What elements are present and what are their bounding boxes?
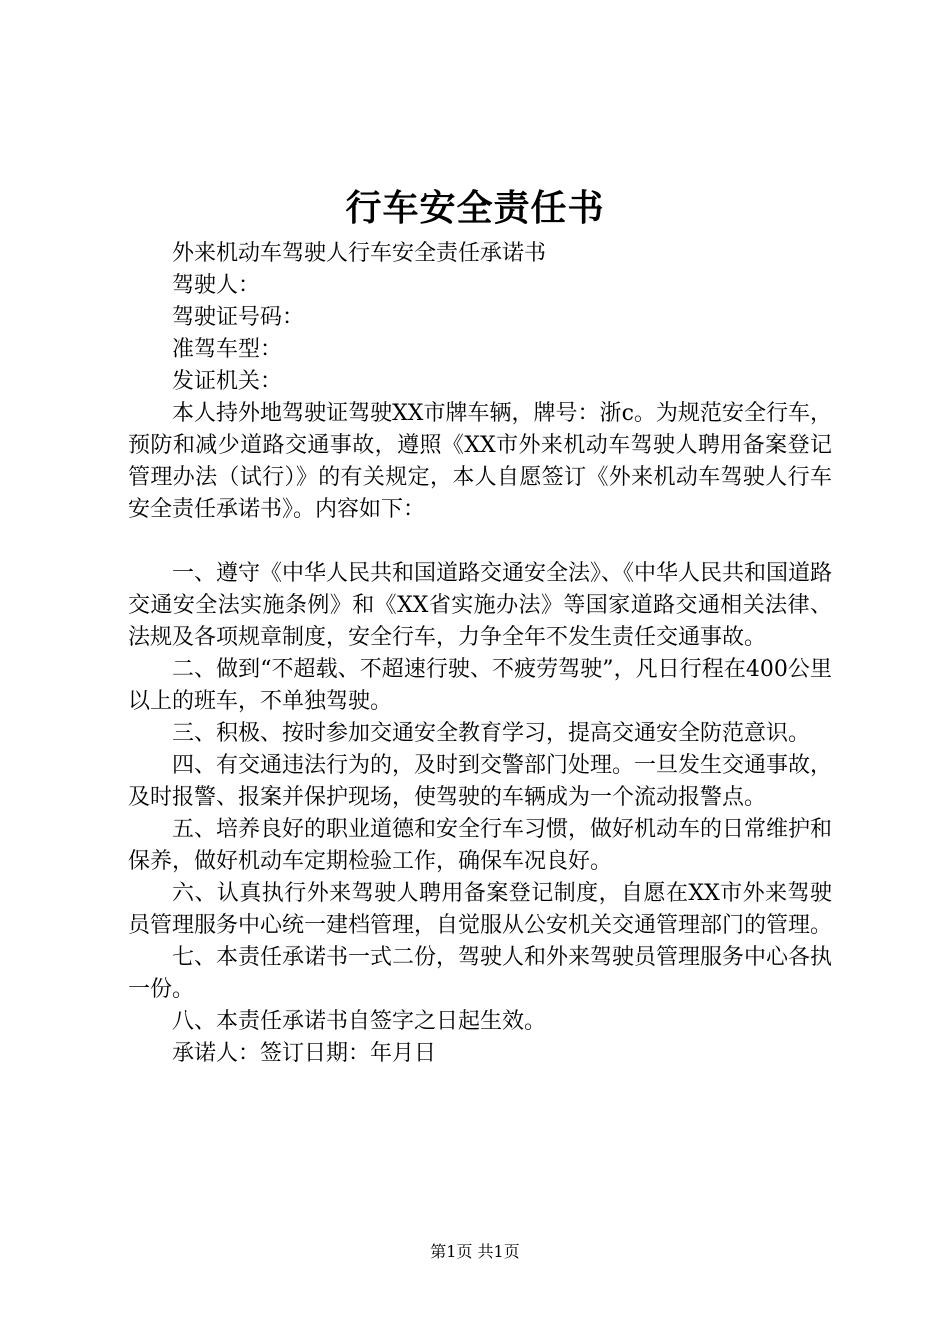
- document-body: [128, 238, 832, 1070]
- clause-3: 三、积极、按时参加交通安全教育学习，提高交通安全防范意识。: [172, 721, 811, 746]
- document-subtitle: 外来机动车驾驶人行车安全责任承诺书: [172, 241, 547, 266]
- clause-7: 七、本责任承诺书一式二份，驾驶人和外来驾驶员管理服务中心各执一份。: [128, 945, 833, 1002]
- signature-line: 承诺人：签订日期：年月日: [172, 1041, 437, 1066]
- clause-4: 四、有交通违法行为的，及时到交警部门处理。一旦发生交通事故，及时报警、报案并保护现场，使驾驶的车辆成为一个流动报警点。: [128, 753, 833, 810]
- clause-8: 八、本责任承诺书自签字之日起生效。: [172, 1009, 547, 1034]
- clause-1: 一、遵守《中华人民共和国道路交通安全法》、《中华人民共和国道路交通安全法实施条例》和《XX省实施办法》等国家道路交通相关法律、法规及各项规章制度，安全行车，力争全年不发生责任交通事故。: [128, 561, 833, 650]
- clause-2: 二、做到“不超载、不超速行驶、不疲劳驾驶”，凡日行程在400公里以上的班车，不单独驾驶。: [128, 657, 832, 714]
- vehicle-class-field-label: 准驾车型：: [172, 337, 283, 362]
- page-footer: 第1页 共1页: [430, 1242, 520, 1261]
- clause-5: 五、培养良好的职业道德和安全行车习惯，做好机动车的日常维护和保养，做好机动车定期检验工作，确保车况良好。: [128, 817, 833, 874]
- license-number-field-label: 驾驶证号码：: [172, 305, 305, 330]
- driver-field-label: 驾驶人：: [172, 273, 261, 298]
- issuing-authority-field-label: 发证机关：: [172, 369, 283, 394]
- intro-paragraph: 本人持外地驾驶证驾驶XX市牌车辆，牌号：浙c。为规范安全行车，预防和减少道路交通事故，遵照《XX市外来机动车驾驶人聘用备案登记管理办法（试行）》的有关规定，本人自愿签订《外来机动车驾驶人行车安全责任承诺书》。内容如下：: [128, 401, 832, 522]
- clause-6: 六、认真执行外来驾驶人聘用备案登记制度，自愿在XX市外来驾驶员管理服务中心统一建档管理，自觉服从公安机关交通管理部门的管理。: [128, 881, 833, 938]
- document-title: 行车安全责任书: [345, 187, 605, 229]
- paragraph-spacer: [128, 526, 832, 558]
